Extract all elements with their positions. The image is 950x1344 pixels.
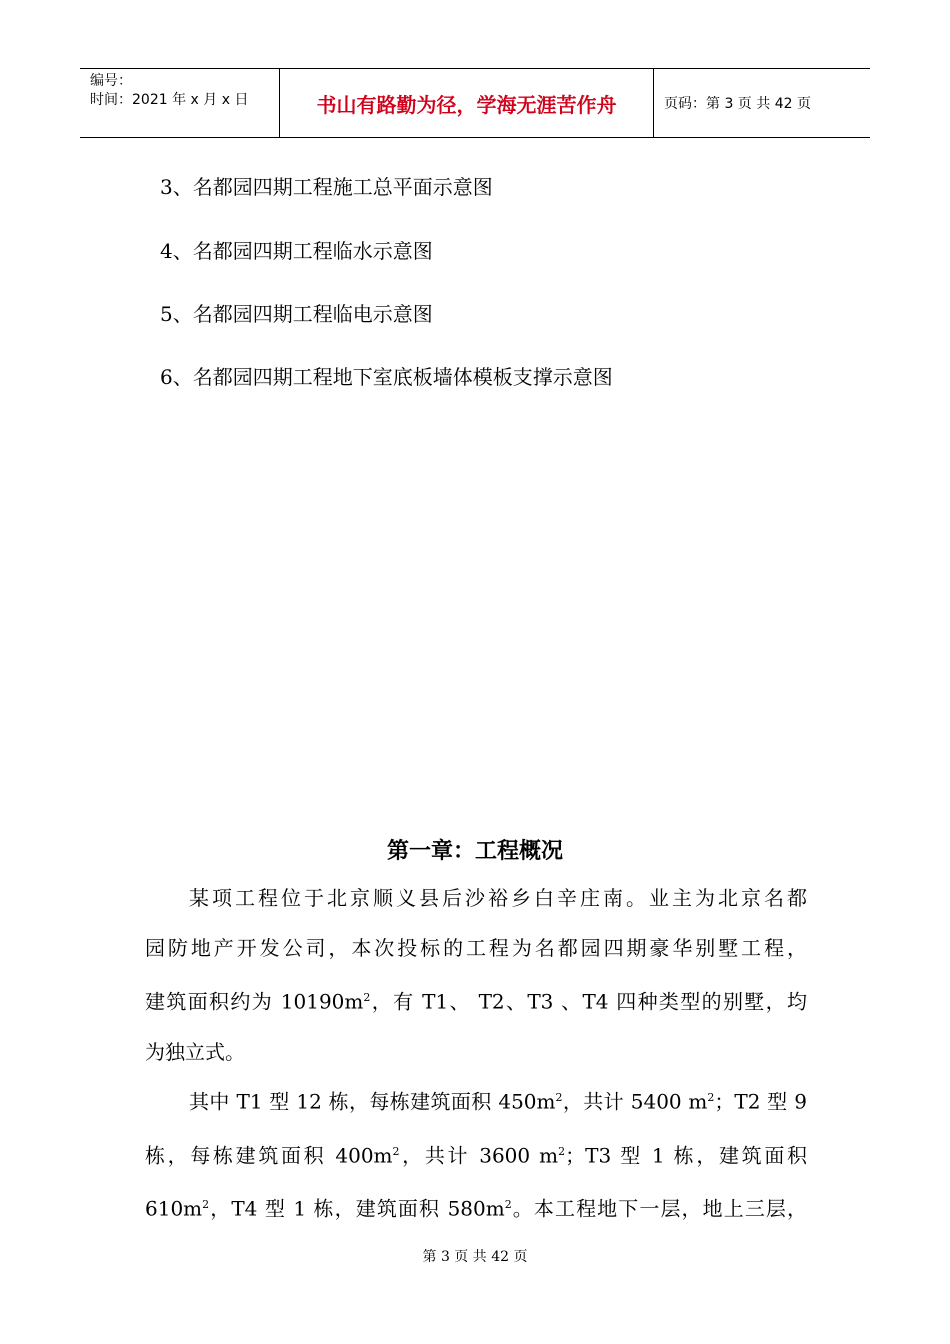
toc-item: 4、名都园四期工程临水示意图: [160, 239, 433, 263]
paragraph-line: $610m^2$，T4 型 1 栋，建筑面积 $580m^2$。本工程地下一层，地上三层，: [145, 1196, 807, 1221]
paragraph-line: 建筑面积约为 $10190m^2$，有 T1、 T2、T3 、T4 四种类型的别墅，均: [145, 989, 807, 1014]
paragraph-2: [145, 1073, 807, 1234]
paragraph-line: 某项工程位于北京顺义县后沙裕乡白辛庄南。业主为北京名都: [189, 886, 807, 910]
toc-item: 5、名都园四期工程临电示意图: [160, 302, 433, 326]
header-page-info: 页码：第 3 页 共 42 页: [664, 96, 811, 112]
toc-item: 6、名都园四期工程地下室底板墙体模板支撑示意图: [160, 365, 613, 389]
paragraph-line: 园防地产开发公司，本次投标的工程为名都园四期豪华别墅工程，: [145, 936, 807, 960]
date-label: 时间：2021 年 x 月 x 日: [90, 92, 249, 108]
paragraph-line: 为独立式。: [145, 1039, 245, 1064]
paragraph-line: 其中 T1 型 12 栋，每栋建筑面积 $450m^2$，共计 5400 $m^2$；T2 型 9: [189, 1089, 807, 1114]
paragraph-line: 栋，每栋建筑面积 $400m^2$，共计 3600 $m^2$；T3 型 1 栋，建筑面积: [145, 1143, 807, 1168]
document-header: [80, 68, 870, 138]
paragraph-1: [145, 873, 807, 1077]
header-motto: 书山有路勤为径，学海无涯苦作舟: [280, 69, 654, 137]
toc-item: 3、名都园四期工程施工总平面示意图: [160, 175, 493, 199]
chapter-title: 第一章：工程概况: [386, 839, 563, 864]
header-meta: [80, 69, 280, 137]
number-label: 编号：: [90, 73, 132, 89]
page-footer: 第 3 页 共 42 页: [422, 1249, 528, 1265]
